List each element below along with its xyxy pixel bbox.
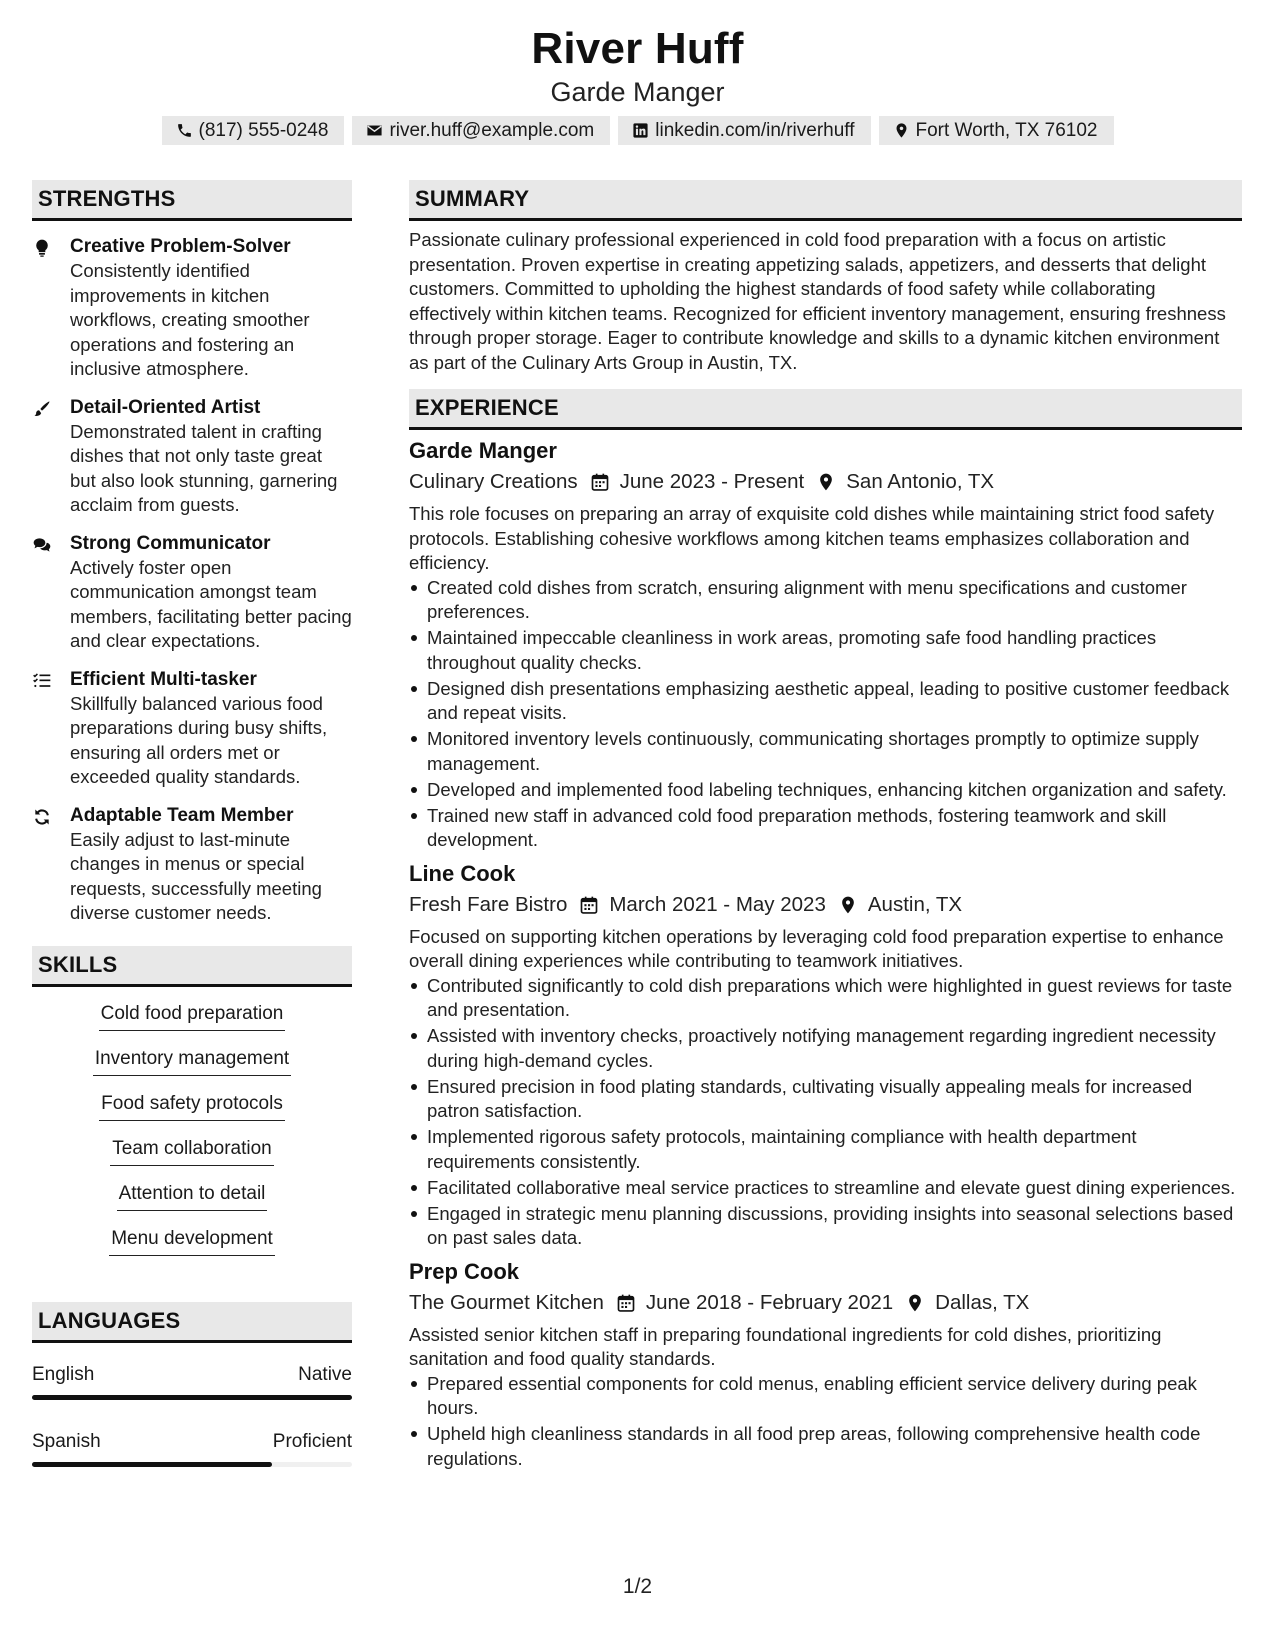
job-bullet: Assisted with inventory checks, proactively notifying management regarding ingredient necessity during high-demand cycles. bbox=[409, 1024, 1242, 1073]
job-bullet: Upheld high cleanliness standards in all food prep areas, following comprehensive health code regulations. bbox=[409, 1422, 1242, 1471]
skill-tag: Cold food preparation bbox=[99, 1001, 286, 1031]
job-bullet: Contributed significantly to cold dish preparations which were highlighted in guest reviews for taste and presentation. bbox=[409, 974, 1242, 1023]
contact-location-text: Fort Worth, TX 76102 bbox=[915, 119, 1098, 141]
strength-title: Adaptable Team Member bbox=[70, 804, 294, 826]
job-bullet: Created cold dishes from scratch, ensuring alignment with menu specifications and customer preferences. bbox=[409, 576, 1242, 625]
map-pin-icon bbox=[893, 122, 910, 139]
skill-tag: Team collaboration bbox=[110, 1136, 273, 1166]
language-proficiency-fill bbox=[32, 1395, 352, 1400]
skill-tag: Food safety protocols bbox=[99, 1091, 285, 1121]
job-meta bbox=[409, 468, 1242, 496]
language-proficiency-bar bbox=[32, 1462, 352, 1467]
job-location: San Antonio, TX bbox=[846, 470, 995, 493]
calendar-icon bbox=[590, 472, 610, 492]
language-proficiency-bar bbox=[32, 1395, 352, 1400]
job-bullet: Engaged in strategic menu planning discussions, providing insights into seasonal selections based on past sales data. bbox=[409, 1202, 1242, 1251]
strength-desc: Consistently identified improvements in kitchen workflows, creating smoother operations and fostering an inclusive atmosphere. bbox=[70, 260, 310, 379]
languages-heading: LANGUAGES bbox=[32, 1302, 352, 1343]
contact-linkedin[interactable] bbox=[618, 116, 870, 145]
paintbrush-icon bbox=[32, 399, 52, 419]
checklist-icon bbox=[32, 671, 52, 691]
strength-title: Efficient Multi-tasker bbox=[70, 668, 257, 690]
job-description: Assisted senior kitchen staff in preparing foundational ingredients for cold dishes, prioritizing sanitation and food quality standards. bbox=[409, 1323, 1162, 1369]
job-bullet: Designed dish presentations emphasizing aesthetic appeal, leading to positive customer feedback and repeat visits. bbox=[409, 677, 1242, 726]
skill-tag: Attention to detail bbox=[117, 1181, 268, 1211]
candidate-name: River Huff bbox=[531, 24, 744, 73]
strength-item bbox=[32, 804, 352, 926]
job-bullet: Prepared essential components for cold menus, enabling efficient service delivery during peak hours. bbox=[409, 1372, 1242, 1421]
strength-desc: Skillfully balanced various food preparations during busy shifts, ensuring all orders met or exceeded quality standards. bbox=[70, 692, 328, 787]
job-bullets bbox=[409, 974, 1242, 1251]
page-number: 1/2 bbox=[622, 1575, 653, 1598]
job-meta bbox=[409, 1289, 1242, 1317]
strength-desc: Actively foster open communication amongst team members, facilitating better pacing and clear expectations. bbox=[70, 556, 352, 651]
map-pin-icon bbox=[905, 1293, 925, 1313]
job-company: Culinary Creations bbox=[409, 470, 578, 493]
job-entry bbox=[409, 859, 1242, 1251]
job-bullet: Monitored inventory levels continuously, communicating shortages promptly to optimize supply management. bbox=[409, 727, 1242, 776]
lightbulb-icon bbox=[32, 238, 52, 258]
strength-title: Creative Problem-Solver bbox=[70, 236, 291, 257]
contact-email-text: river.huff@example.com bbox=[389, 119, 595, 141]
contact-email[interactable] bbox=[352, 116, 610, 145]
calendar-icon bbox=[616, 1293, 636, 1313]
resume-header bbox=[0, 0, 1275, 145]
skill-tag: Menu development bbox=[109, 1226, 275, 1256]
job-location: Dallas, TX bbox=[935, 1290, 1030, 1314]
job-bullet: Developed and implemented food labeling techniques, enhancing kitchen organization and safety. bbox=[409, 778, 1242, 803]
skill-tag: Inventory management bbox=[93, 1046, 291, 1076]
strength-item bbox=[32, 668, 352, 790]
language-name: English bbox=[32, 1363, 95, 1385]
job-bullet: Facilitated collaborative meal service practices to streamline and elevate guest dining experiences. bbox=[409, 1176, 1242, 1201]
calendar-icon bbox=[579, 895, 599, 915]
job-company: The Gourmet Kitchen bbox=[409, 1290, 604, 1314]
job-bullet: Maintained impeccable cleanliness in work areas, promoting safe food handling practices throughout quality checks. bbox=[409, 626, 1242, 675]
strength-desc: Easily adjust to last-minute changes in menus or special requests, successfully meeting diverse customer needs. bbox=[70, 828, 322, 923]
job-description: Focused on supporting kitchen operations by leveraging cold food preparation expertise to enhance overall dining experiences while contributing to teamwork initiatives. bbox=[409, 925, 1224, 971]
left-column bbox=[32, 180, 352, 1467]
right-column bbox=[409, 180, 1242, 1473]
language-item bbox=[32, 1363, 352, 1400]
job-description: This role focuses on preparing an array of exquisite cold dishes while maintaining strict food safety protocols. Establishing cohesive workflows among kitchen teams emphasizes collaboration and efficiency. bbox=[409, 503, 1215, 573]
strengths-heading: STRENGTHS bbox=[32, 180, 352, 221]
job-dates: June 2023 - Present bbox=[619, 470, 805, 493]
refresh-icon bbox=[32, 807, 52, 827]
summary-text: Passionate culinary professional experienced in cold food preparation with a focus on artistic presentation. Proven expertise in creating appetizing salads, appetizers, and desserts that delight customers. Committed to upholding the highest standards of food safety while collaborating effectively within kitchen teams. Recognized for efficient inventory management, ensuring freshness through proper storage. Eager to contribute knowledge and skills to a dynamic kitchen environment as part of the Culinary Arts Group in Austin, TX. bbox=[409, 229, 1226, 373]
language-level: Native bbox=[298, 1363, 352, 1385]
job-bullets bbox=[409, 1372, 1242, 1472]
job-entry bbox=[409, 436, 1242, 853]
job-title: Line Cook bbox=[409, 860, 516, 886]
language-name: Spanish bbox=[32, 1430, 101, 1452]
job-title: Garde Manger bbox=[409, 438, 557, 463]
job-dates: March 2021 - May 2023 bbox=[609, 892, 826, 916]
job-location: Austin, TX bbox=[867, 892, 963, 916]
summary-heading: SUMMARY bbox=[409, 180, 1242, 221]
job-company: Fresh Fare Bistro bbox=[409, 892, 568, 916]
skills-list bbox=[32, 1001, 352, 1271]
chat-bubbles-icon bbox=[32, 535, 52, 555]
job-title: Prep Cook bbox=[409, 1258, 520, 1284]
strength-title: Detail-Oriented Artist bbox=[70, 396, 261, 418]
strength-desc: Demonstrated talent in crafting dishes that not only taste great but also look stunning, garnering acclaim from guests. bbox=[70, 420, 338, 515]
envelope-icon bbox=[366, 122, 383, 139]
language-level: Proficient bbox=[272, 1430, 352, 1452]
strength-title: Strong Communicator bbox=[70, 532, 271, 554]
language-proficiency-fill bbox=[32, 1462, 272, 1467]
map-pin-icon bbox=[816, 472, 836, 492]
job-bullet: Implemented rigorous safety protocols, maintaining compliance with health department requirements consistently. bbox=[409, 1125, 1242, 1174]
contact-location bbox=[879, 116, 1114, 145]
linkedin-icon bbox=[632, 122, 649, 139]
job-bullets bbox=[409, 576, 1242, 853]
contact-bar bbox=[0, 116, 1275, 145]
language-item bbox=[32, 1430, 352, 1467]
map-pin-icon bbox=[838, 895, 858, 915]
strength-item bbox=[32, 396, 352, 518]
skills-heading: SKILLS bbox=[32, 946, 352, 987]
experience-heading: EXPERIENCE bbox=[409, 389, 1242, 430]
job-dates: June 2018 - February 2021 bbox=[645, 1290, 894, 1314]
job-meta bbox=[409, 891, 1242, 919]
job-entry bbox=[409, 1257, 1242, 1472]
contact-phone[interactable] bbox=[162, 116, 345, 145]
candidate-title: Garde Manger bbox=[550, 77, 725, 107]
job-bullet: Ensured precision in food plating standards, cultivating visually appealing meals for increased patron satisfaction. bbox=[409, 1075, 1242, 1124]
contact-phone-text: (817) 555-0248 bbox=[198, 119, 329, 141]
job-bullet: Trained new staff in advanced cold food preparation methods, fostering teamwork and skill development. bbox=[409, 804, 1242, 853]
contact-linkedin-text: linkedin.com/in/riverhuff bbox=[655, 119, 855, 141]
phone-icon bbox=[176, 122, 193, 139]
strength-item bbox=[32, 235, 352, 382]
strength-item bbox=[32, 532, 352, 654]
